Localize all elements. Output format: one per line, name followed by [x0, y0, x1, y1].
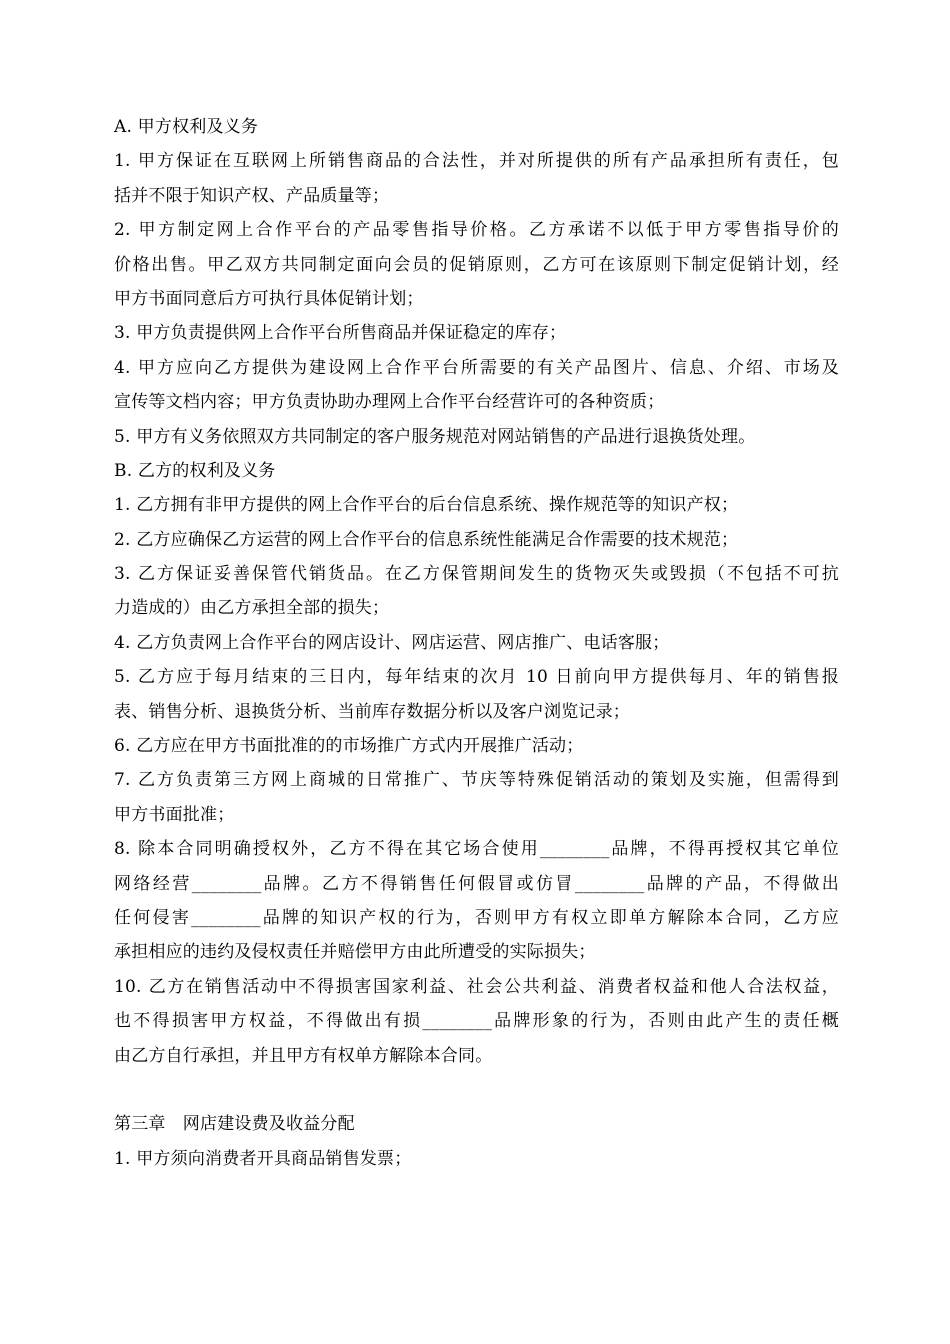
- section-b-heading: B. 乙方的权利及义务: [114, 460, 276, 481]
- document-page: [114, 110, 839, 1176]
- text-line: 表、销售分析、退换货分析、当前库存数据分析以及客户浏览记录；: [114, 701, 630, 722]
- text-line: 3. 甲方负责提供网上合作平台所售商品并保证稳定的库存；: [114, 323, 567, 344]
- text-line: 宣传等文档内容；甲方负责协助办理网上合作平台经营许可的各种资质；: [114, 392, 665, 413]
- text-line: 也不得损害甲方权益，不得做出有损________品牌形象的行为，否则由此产生的责任概: [114, 1011, 839, 1032]
- text-line: 1. 甲方须向消费者开具商品销售发票；: [114, 1148, 412, 1169]
- text-line: 2. 乙方应确保乙方运营的网上合作平台的信息系统性能满足合作需要的技术规范；: [114, 529, 739, 550]
- text-line: 任何侵害________品牌的知识产权的行为，否则甲方有权立即单方解除本合同，乙方应: [114, 907, 839, 928]
- text-line: 甲方书面批准；: [114, 804, 235, 825]
- text-line: 10. 乙方在销售活动中不得损害国家利益、社会公共利益、消费者权益和他人合法权益，: [114, 976, 839, 997]
- text-line: 5. 乙方应于每月结束的三日内，每年结束的次月 10 日前向甲方提供每月、年的销售报: [114, 667, 839, 688]
- text-line: 网络经营________品牌。乙方不得销售任何假冒或仿冒________品牌的产品，不得做出: [114, 873, 839, 894]
- text-line: 承担相应的违约及侵权责任并赔偿甲方由此所遭受的实际损失；: [114, 942, 596, 963]
- text-line: 价格出售。甲乙双方共同制定面向会员的促销原则，乙方可在该原则下制定促销计划，经: [114, 254, 839, 275]
- text-line: 力造成的）由乙方承担全部的损失；: [114, 598, 390, 619]
- blank-line: [114, 1073, 839, 1107]
- text-line: 6. 乙方应在甲方书面批准的的市场推广方式内开展推广活动；: [114, 736, 584, 757]
- text-line: 2. 甲方制定网上合作平台的产品零售指导价格。乙方承诺不以低于甲方零售指导价的: [114, 220, 839, 241]
- text-line: 1. 甲方保证在互联网上所销售商品的合法性，并对所提供的所有产品承担所有责任，包: [114, 151, 839, 172]
- text-line: 4. 乙方负责网上合作平台的网店设计、网店运营、网店推广、电话客服；: [114, 632, 670, 653]
- text-line: 4. 甲方应向乙方提供为建设网上合作平台所需要的有关产品图片、信息、介绍、市场及: [114, 357, 839, 378]
- text-line: 7. 乙方负责第三方网上商城的日常推广、节庆等特殊促销活动的策划及实施，但需得到: [114, 770, 839, 791]
- chapter-3-heading: 第三章 网店建设费及收益分配: [114, 1114, 355, 1135]
- text-line: 括并不限于知识产权、产品质量等；: [114, 185, 390, 206]
- text-line: 甲方书面同意后方可执行具体促销计划；: [114, 288, 424, 309]
- text-line: 8. 除本合同明确授权外，乙方不得在其它场合使用________品牌，不得再授权其它单位: [114, 839, 839, 860]
- text-line: 由乙方自行承担，并且甲方有权单方解除本合同。: [114, 1045, 493, 1066]
- text-line: 5. 甲方有义务依照双方共同制定的客户服务规范对网站销售的产品进行退换货处理。: [114, 426, 756, 447]
- section-a-heading: A. 甲方权利及义务: [114, 117, 259, 137]
- text-line: 1. 乙方拥有非甲方提供的网上合作平台的后台信息系统、操作规范等的知识产权；: [114, 495, 739, 516]
- text-line: 3. 乙方保证妥善保管代销货品。在乙方保管期间发生的货物灭失或毁损（不包括不可抗: [114, 564, 839, 585]
